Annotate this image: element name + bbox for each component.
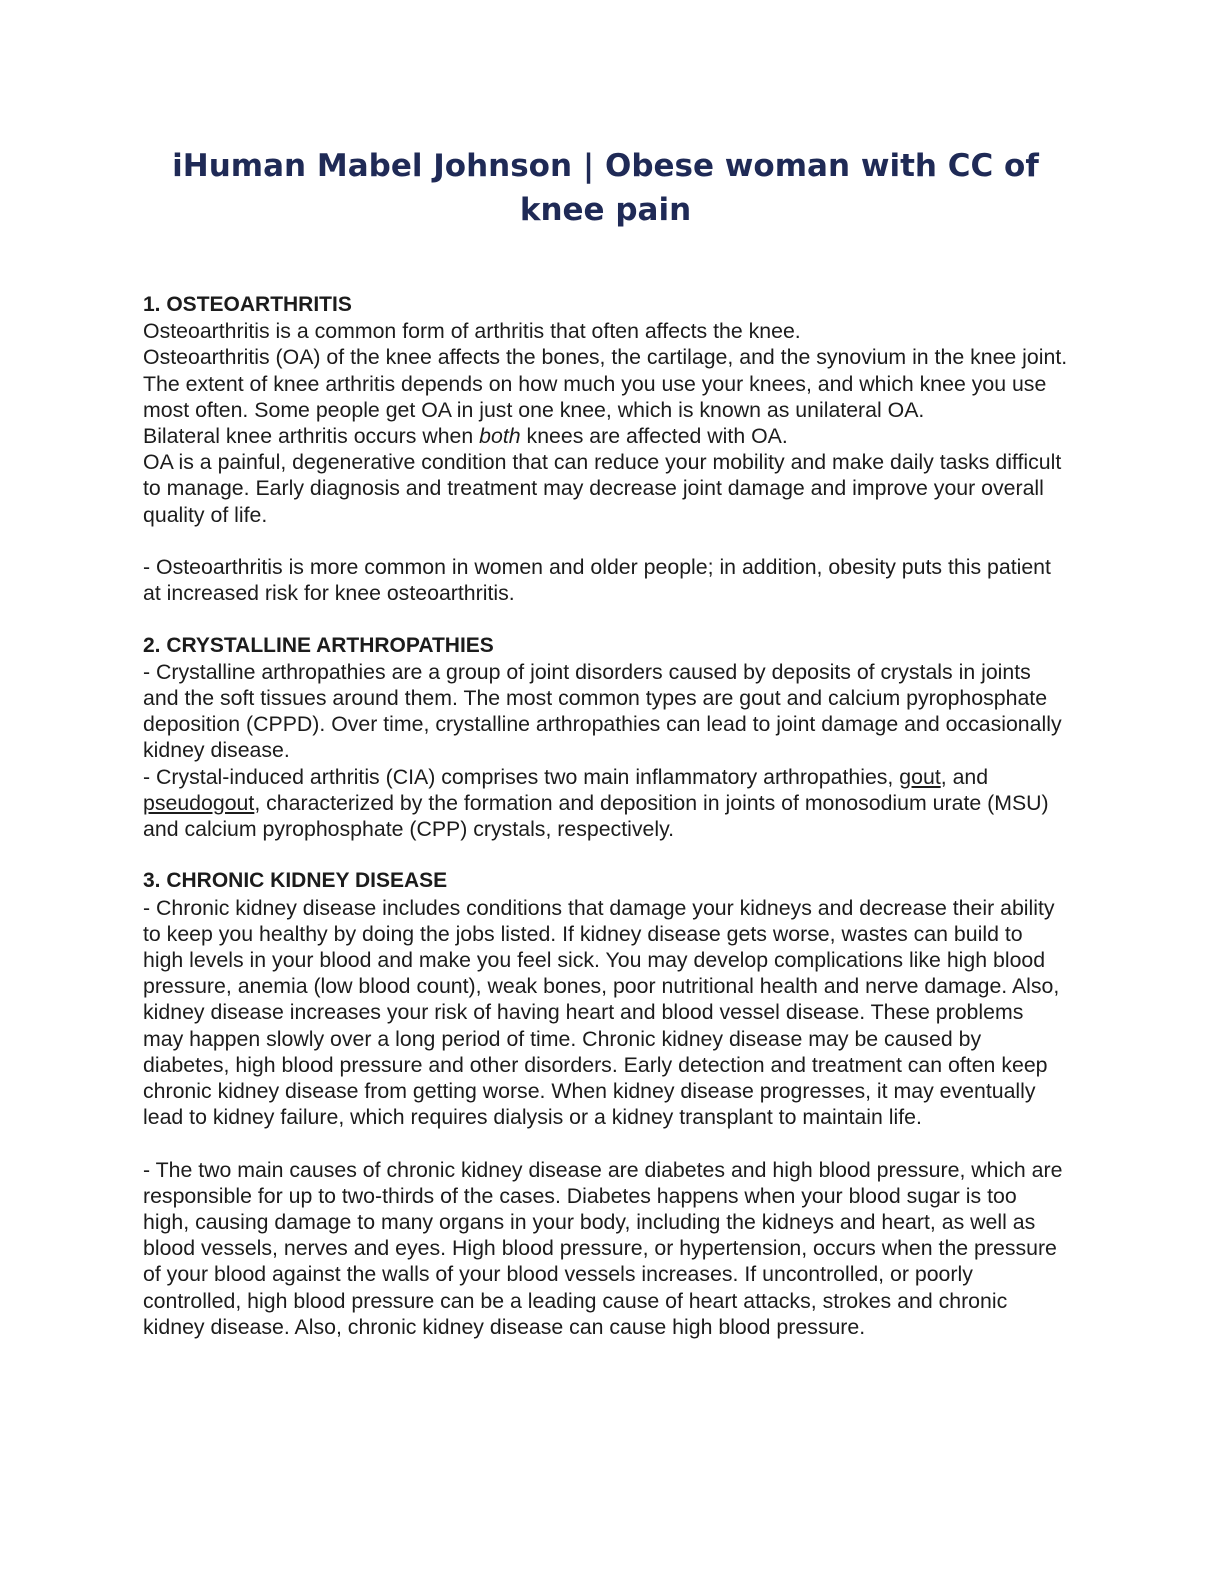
paragraph: - Osteoarthritis is more common in women and older people; in addition, obesity puts this patient at increased risk for knee osteoarthritis. [143, 555, 1051, 606]
section-osteoarthritis [143, 292, 1068, 606]
paragraph [143, 764, 1068, 843]
paragraph: Osteoarthritis (OA) of the knee affects the bones, the cartilage, and the synovium in the knee joint. [143, 345, 1068, 370]
blank-line [143, 606, 1068, 632]
section-heading: 1. OSTEOARTHRITIS [143, 293, 352, 316]
paragraph: - Chronic kidney disease includes conditions that damage your kidneys and decrease their ability to keep you healthy by doing the jobs listed. If kidney disease gets worse, wastes can build to high levels in your blood and make you feel sick. You may develop complications like high blood pressure, anemia (low blood count), weak bones, poor nutritional health and nerve damage. Also, kidney disease increases your risk of having heart and blood vessel disease. These problems may happen slowly over a long period of time. Chronic kidney disease may be caused by diabetes, high blood pressure and other disorders. Early detection and treatment can often keep chronic kidney disease from getting worse. When kidney disease progresses, it may eventually lead to kidney failure, which requires dialysis or a kidney transplant to maintain life. [143, 895, 1060, 1130]
paragraph: The extent of knee arthritis depends on how much you use your knees, and which knee you use most often. Some people get OA in just one knee, which is known as unilateral OA. [143, 371, 1047, 422]
section-crystalline-arthropathies [143, 633, 1068, 843]
section-heading: 2. CRYSTALLINE ARTHROPATHIES [143, 633, 494, 657]
text-run: Bilateral knee arthritis occurs when [143, 424, 480, 449]
blank-line [143, 1130, 1068, 1156]
text-run: knees are affected with OA. [520, 424, 788, 449]
text-run: , characterized by the formation and deposition in joints of monosodium urate (MSU) and calcium pyrophosphate (CPP) crystals, respectively. [143, 790, 1049, 842]
paragraph: - The two main causes of chronic kidney disease are diabetes and high blood pressure, which are responsible for up to two-thirds of the cases. Diabetes happens when your blood sugar is too high, causing damage to many organs in your body, including the kidneys and heart, as well as blood vessels, nerves and eyes. High blood pressure, or hypertension, occurs when the pressure of your blood against the walls of your blood vessels increases. If uncontrolled, or poorly controlled, high blood pressure can be a leading cause of heart attacks, strokes and chronic kidney disease. Also, chronic kidney disease can cause high blood pressure. [143, 1157, 1063, 1339]
paragraph: - Crystalline arthropathies are a group of joint disorders caused by deposits of crystals in joints and the soft tissues around them. The most common types are gout and calcium pyrophosphate deposition (CPPD). Over time, crystalline arthropathies can lead to joint damage and occasionally kidney disease. [143, 659, 1062, 763]
section-heading: 3. CHRONIC KIDNEY DISEASE [143, 869, 448, 893]
gout-link[interactable]: gout [899, 764, 941, 789]
blank-line [143, 528, 1068, 554]
blank-line [143, 842, 1068, 868]
section-chronic-kidney-disease [143, 868, 1068, 1340]
emphasis-text: both [479, 424, 521, 449]
paragraph [143, 423, 1068, 449]
paragraph: OA is a painful, degenerative condition that can reduce your mobility and make daily tasks difficult to manage. Early diagnosis and treatment may decrease joint damage and improve your overall quality of life. [143, 450, 1062, 527]
pseudogout-link[interactable]: pseudogout [143, 790, 255, 815]
document-title: iHuman Mabel Johnson | Obese woman with CC of knee pain [172, 148, 1039, 228]
text-run: - Crystal-induced arthritis (CIA) comprises two main inflammatory arthropathies, [143, 764, 900, 789]
paragraph: Osteoarthritis is a common form of arthritis that often affects the knee. [143, 319, 801, 344]
text-run: , and [940, 764, 989, 789]
